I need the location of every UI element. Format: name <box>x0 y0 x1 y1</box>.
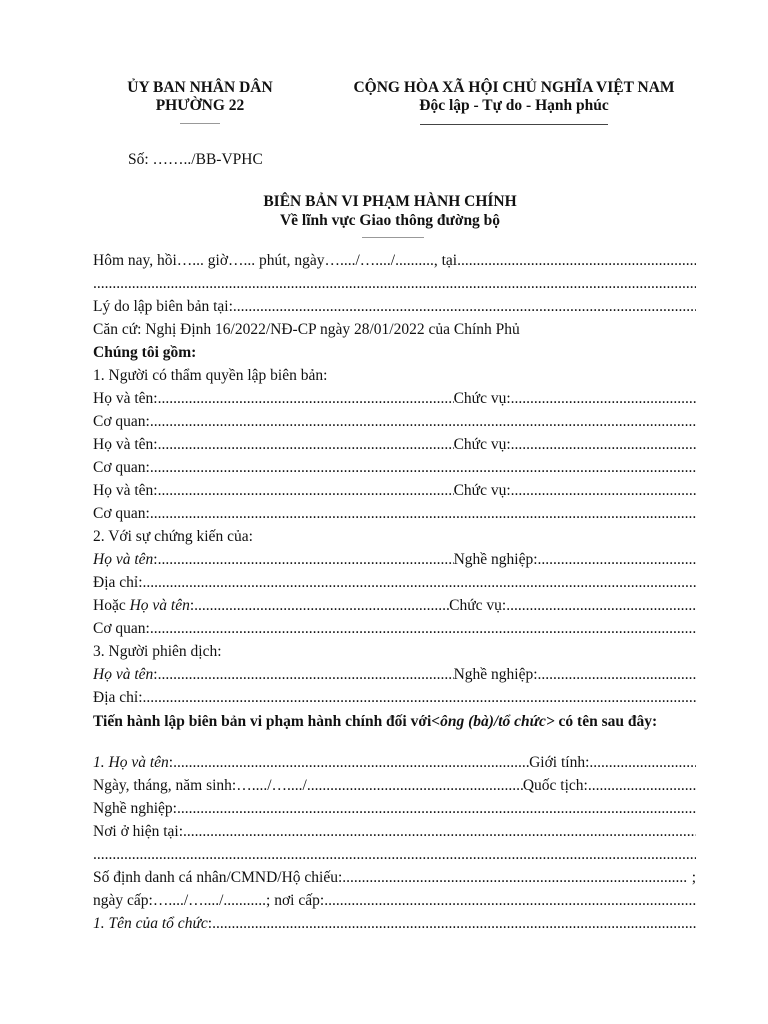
line-label: Chức vụ: <box>453 436 511 453</box>
organization-name-row <box>93 913 696 935</box>
paragraph-text: Tiến hành lập biên bản vi phạm hành chính đối với <box>93 713 432 730</box>
line-chung-toi: Chúng tôi gồm: <box>93 344 197 361</box>
line-label: Họ và tên <box>93 666 154 683</box>
line-can-cu: Căn cứ: Nghị Định 16/2022/NĐ-CP ngày 28/01/2022 của Chính Phủ <box>93 321 520 338</box>
officer-2-agency-row <box>93 457 696 479</box>
violator-dob-row <box>93 775 696 797</box>
national-motto: Độc lập - Tự do - Hạnh phúc <box>419 97 609 114</box>
document-title: BIÊN BẢN VI PHẠM HÀNH CHÍNH <box>263 193 517 210</box>
section-1-heading: 1. Người có thẩm quyền lập biên bản: <box>93 367 328 384</box>
line-label: Hoặc <box>93 597 130 614</box>
line-label: : <box>207 915 213 932</box>
violator-occupation-row <box>93 798 696 820</box>
officer-3-name-row <box>93 480 696 502</box>
interpreter-name-row <box>93 664 696 686</box>
line-label: : <box>168 754 174 771</box>
line-label: : <box>153 551 158 568</box>
line-label: Họ và tên: <box>93 482 158 499</box>
line-label: Giới tính: <box>529 754 590 771</box>
document-number: Số: ……../BB-VPHC <box>128 151 263 168</box>
witness-alt-name-row <box>93 595 696 617</box>
line-label: Cơ quan: <box>93 459 150 476</box>
ward-name: PHƯỜNG 22 <box>155 97 245 114</box>
title-divider <box>362 237 424 238</box>
violator-id-issue-row <box>93 890 696 912</box>
line-label: Nghề nghiệp: <box>453 666 538 683</box>
officer-1-agency-row <box>93 411 696 433</box>
interpreter-address-row <box>93 687 696 709</box>
violation-intro-paragraph <box>93 712 696 732</box>
line-continuation <box>93 273 696 295</box>
line-label: Họ và tên: <box>93 390 158 407</box>
line-label: : <box>153 666 158 683</box>
line-label: Họ và tên <box>129 597 190 614</box>
line-label: Địa chỉ: <box>93 574 143 591</box>
line-label: Chức vụ: <box>449 597 507 614</box>
line-label: ; <box>691 869 696 886</box>
line-label: Địa chỉ: <box>93 689 143 706</box>
document-subtitle: Về lĩnh vực Giao thông đường bộ <box>279 212 501 229</box>
header-right-divider <box>420 124 608 125</box>
line-label: Lý do lập biên bản tại: <box>93 298 233 315</box>
line-hom-nay <box>93 250 696 272</box>
line-label: Chức vụ: <box>453 390 511 407</box>
witness-name-row <box>93 549 696 571</box>
line-label: Họ và tên <box>93 551 154 568</box>
officer-2-name-row <box>93 434 696 456</box>
officer-3-agency-row <box>93 503 696 525</box>
line-label: Nơi ở hiện tại: <box>93 823 184 840</box>
header-left-divider <box>180 123 220 124</box>
line-label: Quốc tịch: <box>522 777 588 794</box>
line-label: ngày cấp:…..../…..../...........; nơi cấp: <box>93 892 325 909</box>
national-title: CỘNG HÒA XÃ HỘI CHỦ NGHĨA VIỆT NAM <box>353 79 675 96</box>
line-label: Cơ quan: <box>93 505 150 522</box>
line-label: 1. Tên của tổ chức <box>93 915 208 932</box>
line-label: Cơ quan: <box>93 413 150 430</box>
violator-residence-row <box>93 821 696 843</box>
agency-name: ỦY BAN NHÂN DÂN <box>127 79 273 96</box>
line-label: Số định danh cá nhân/CMND/Hộ chiếu: <box>93 869 343 886</box>
section-2-heading: 2. Với sự chứng kiến của: <box>93 528 253 545</box>
line-label: Cơ quan: <box>93 620 150 637</box>
violator-name-row <box>93 752 696 774</box>
line-label: : <box>189 597 195 614</box>
witness-agency-row <box>93 618 696 640</box>
violator-residence-continuation <box>93 844 696 866</box>
paragraph-text: có tên sau đây: <box>554 713 658 730</box>
line-label: Chức vụ: <box>453 482 511 499</box>
line-label: 1. Họ và tên <box>93 754 169 771</box>
line-ly-do <box>93 296 696 318</box>
section-3-heading: 3. Người phiên dịch: <box>93 643 222 660</box>
line-label: Nghề nghiệp: <box>453 551 538 568</box>
line-label: Ngày, tháng, năm sinh:…..../…..../ <box>93 777 307 794</box>
line-label: Hôm nay, hồi…... giờ…... phút, ngày…..../…..../.........., tại <box>93 252 458 269</box>
officer-1-name-row <box>93 388 696 410</box>
witness-address-row <box>93 572 696 594</box>
line-label: Họ và tên: <box>93 436 158 453</box>
line-label: Nghề nghiệp: <box>93 800 177 817</box>
violator-id-row <box>93 867 696 889</box>
paragraph-text-italic: <ông (bà)/tổ chức> <box>431 713 555 730</box>
